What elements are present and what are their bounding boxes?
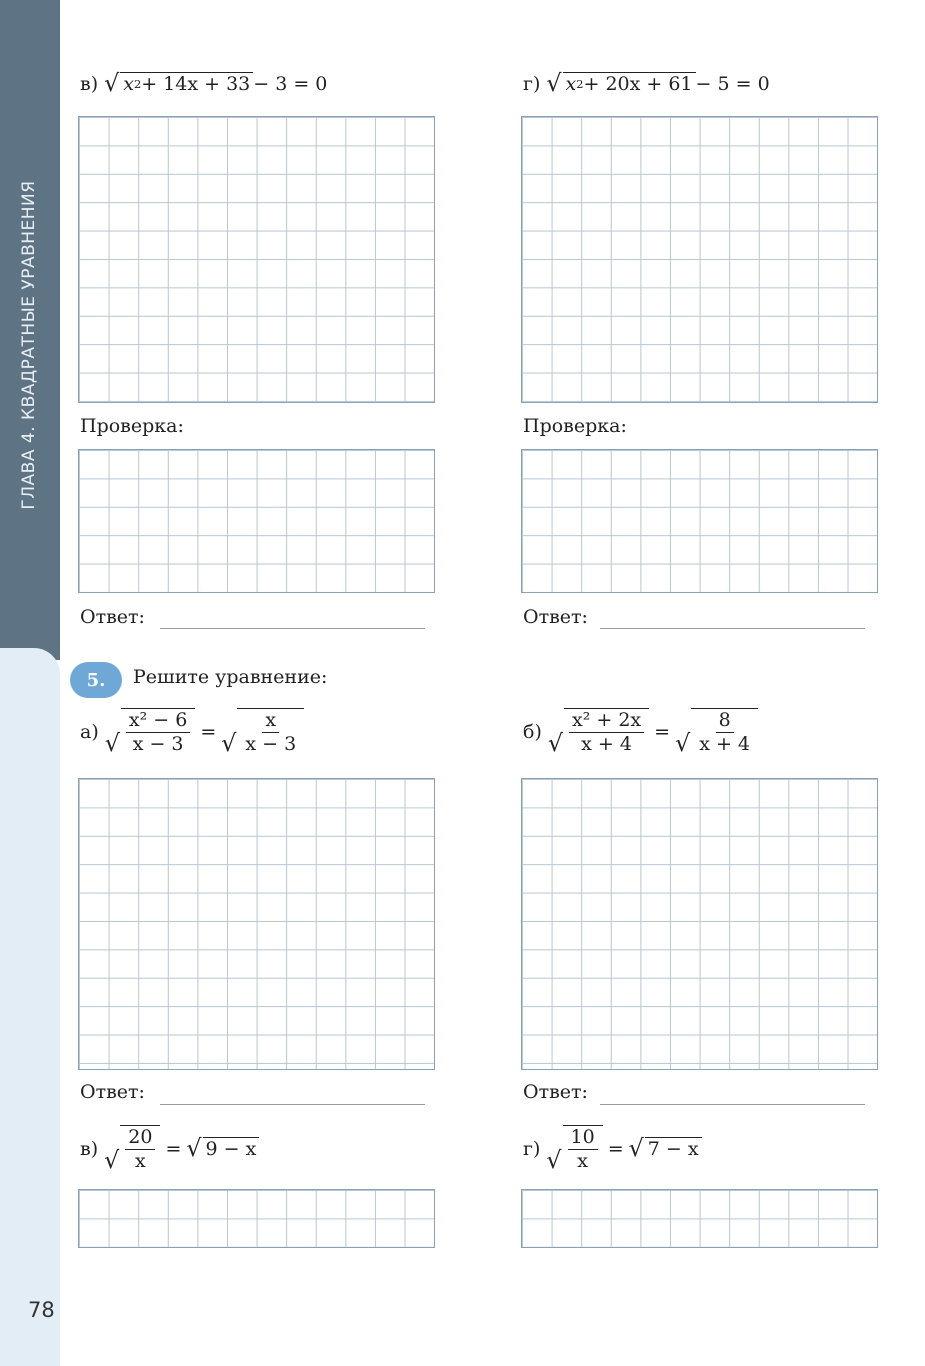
equals-sign: = xyxy=(200,720,217,743)
exponent: 2 xyxy=(133,77,142,92)
equation-v-bottom xyxy=(80,1125,259,1173)
fraction xyxy=(696,709,753,756)
solution-grid-g[interactable] xyxy=(521,116,878,403)
equation-label: б) xyxy=(523,720,542,743)
solution-grid-a[interactable] xyxy=(78,778,435,1070)
sqrt: √ $\frac{\text{x² + 2x}}{x + 4}$ xyxy=(548,708,649,756)
sqrt: √ x 2 + 14x + 33 xyxy=(104,72,253,96)
check-grid-v[interactable] xyxy=(78,449,435,593)
sqrt: √ $\frac{8}{x + 4}$ xyxy=(675,708,758,756)
numerator: 20 xyxy=(125,1126,155,1150)
equation-g-top xyxy=(523,69,770,97)
denominator: x − 3 xyxy=(245,732,297,755)
page-number: 78 xyxy=(28,1298,55,1322)
numerator: 8 xyxy=(716,709,734,733)
equation-label: в) xyxy=(80,1137,99,1160)
fraction xyxy=(569,709,644,756)
equation-a xyxy=(80,708,304,756)
numerator: x² + 2x xyxy=(569,709,644,733)
equation-b xyxy=(523,708,758,756)
answer-line-v[interactable] xyxy=(160,628,425,629)
radicand: 7 − x xyxy=(645,1137,702,1161)
denominator: x xyxy=(134,1149,146,1172)
denominator: x + 4 xyxy=(699,732,751,755)
denominator: x − 3 xyxy=(132,732,184,755)
denominator: x xyxy=(577,1149,588,1172)
equation-label: а) xyxy=(80,720,99,743)
numerator: x² − 6 xyxy=(126,709,190,733)
var-x: x xyxy=(565,73,577,96)
radicand: 9 − x xyxy=(203,1137,260,1161)
radicand-rest: + 20x + 61 xyxy=(583,73,693,96)
sqrt: √ $\frac{x}{x - 3}$ xyxy=(221,708,304,756)
answer-line-g[interactable] xyxy=(600,628,865,629)
sqrt: √ 7 − x xyxy=(629,1137,702,1161)
numerator: 10 xyxy=(568,1126,598,1150)
denominator: x + 4 xyxy=(581,732,632,755)
answer-label-a: Ответ: xyxy=(80,1081,145,1103)
equation-label: в) xyxy=(80,72,99,95)
fraction xyxy=(568,1126,598,1173)
sqrt: √ $\frac{10}{x}$ xyxy=(546,1125,602,1173)
fraction xyxy=(125,1126,155,1173)
equals-sign: = xyxy=(165,1137,182,1160)
equation-tail: − 5 = 0 xyxy=(695,72,770,95)
check-label-v: Проверка: xyxy=(80,415,184,437)
sqrt: √ $\frac{\text{x² − 6}}{x - 3}$ xyxy=(105,708,196,756)
task-instruction: Решите уравнение: xyxy=(133,666,328,688)
sqrt: √ $\frac{20}{x}$ xyxy=(104,1125,160,1173)
exponent: 2 xyxy=(576,77,584,92)
equation-tail: − 3 = 0 xyxy=(253,72,328,95)
solution-grid-b[interactable] xyxy=(521,778,878,1070)
answer-label-v: Ответ: xyxy=(80,606,145,628)
sidebar-light xyxy=(0,648,60,1366)
equals-sign: = xyxy=(654,720,671,743)
task-number-badge: 5. xyxy=(70,662,122,698)
answer-line-b[interactable] xyxy=(600,1104,865,1105)
answer-line-a[interactable] xyxy=(160,1104,425,1105)
equation-g-bottom xyxy=(523,1125,702,1173)
answer-label-b: Ответ: xyxy=(523,1081,588,1103)
chapter-title: ГЛАВА 4. КВАДРАТНЫЕ УРАВНЕНИЯ xyxy=(19,180,39,510)
check-grid-g[interactable] xyxy=(521,449,878,593)
solution-grid-v[interactable] xyxy=(78,116,435,403)
sqrt: √ 9 − x xyxy=(186,1137,259,1161)
solution-grid-v-bottom[interactable] xyxy=(78,1189,435,1248)
solution-grid-g-bottom[interactable] xyxy=(521,1189,878,1248)
equation-label: г) xyxy=(523,1137,541,1160)
numerator: x xyxy=(262,709,279,733)
var-x: x xyxy=(123,73,134,96)
sqrt: √ x 2 + 20x + 61 xyxy=(546,72,695,96)
equals-sign: = xyxy=(607,1137,624,1160)
answer-label-g: Ответ: xyxy=(523,606,588,628)
fraction xyxy=(126,709,190,756)
equation-v-top xyxy=(80,69,328,97)
fraction xyxy=(242,709,299,756)
equation-label: г) xyxy=(523,72,541,95)
radicand-rest: + 14x + 33 xyxy=(141,73,251,96)
check-label-g: Проверка: xyxy=(523,415,627,437)
